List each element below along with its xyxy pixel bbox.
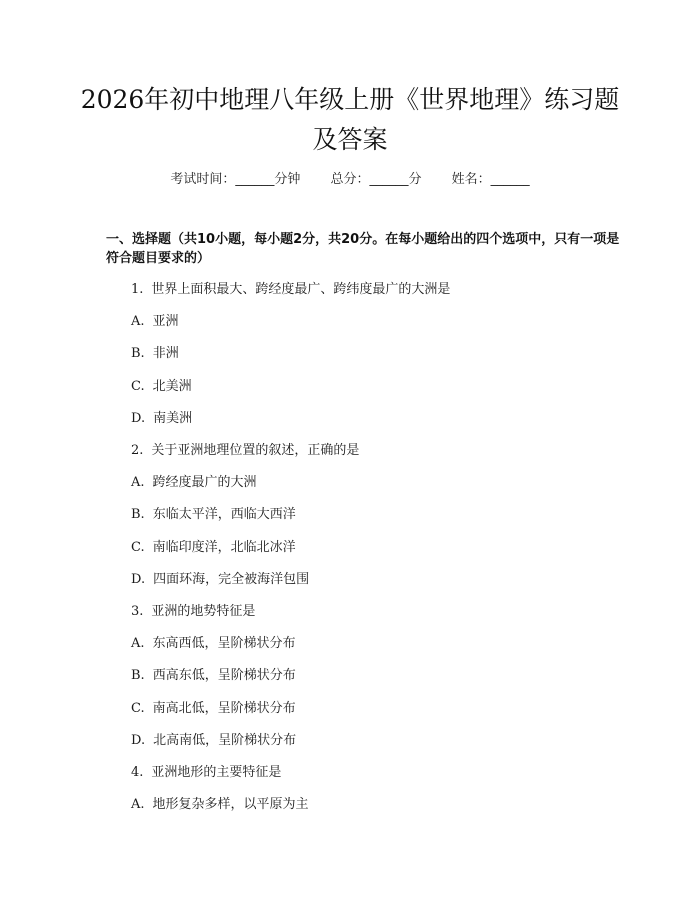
question-text: 关于亚洲地理位置的叙述，正确的是	[151, 443, 360, 458]
option-letter: B.	[131, 668, 145, 684]
option-text: 北美洲	[152, 378, 192, 394]
question-number: 1.	[131, 282, 144, 297]
option-item	[131, 475, 257, 491]
option-letter: C.	[131, 700, 145, 716]
option-letter: B.	[131, 346, 145, 362]
section-heading-multiple-choice: 一、选择题（共10小题，每小题2分，共20分。在每小题给出的四个选项中，只有一项是符合题目要求的）	[106, 232, 620, 266]
option-item	[131, 668, 296, 684]
option-text: 非洲	[152, 346, 179, 362]
question-number: 3.	[131, 604, 144, 619]
question-stem	[131, 765, 281, 781]
option-text: 南美洲	[153, 410, 193, 426]
option-item	[131, 701, 296, 717]
exam-info-row	[0, 168, 700, 187]
option-item	[131, 507, 296, 523]
option-item	[131, 379, 192, 395]
question-stem	[131, 282, 450, 298]
option-item	[131, 411, 192, 427]
option-text: 南临印度洋，北临北冰洋	[152, 539, 296, 555]
option-letter: D.	[131, 571, 146, 587]
question-number: 4.	[131, 765, 144, 780]
question-text: 亚洲的地势特征是	[151, 604, 256, 619]
question-text: 亚洲地形的主要特征是	[151, 765, 282, 780]
option-letter: D.	[131, 410, 146, 426]
option-item	[131, 797, 309, 813]
option-item	[131, 314, 179, 330]
option-text: 西高东低，呈阶梯状分布	[152, 668, 296, 684]
option-text: 四面环海，完全被海洋包围	[153, 571, 310, 587]
option-text: 东临太平洋，西临大西洋	[152, 507, 296, 523]
option-text: 南高北低，呈阶梯状分布	[152, 700, 296, 716]
option-item	[131, 733, 296, 749]
question-stem	[131, 604, 255, 620]
option-letter: A.	[131, 314, 145, 330]
option-text: 北高南低，呈阶梯状分布	[153, 732, 297, 748]
option-letter: A.	[131, 797, 145, 813]
document-title: 2026年初中地理八年级上册《世界地理》练习题及答案	[80, 85, 620, 154]
question-stem	[131, 443, 359, 459]
option-item	[131, 346, 179, 362]
option-letter: A.	[131, 475, 145, 491]
option-text: 跨经度最广的大洲	[152, 475, 257, 491]
option-item	[131, 572, 309, 588]
option-text: 东高西低，呈阶梯状分布	[152, 636, 296, 652]
option-letter: C.	[131, 378, 145, 394]
option-letter: B.	[131, 507, 145, 523]
question-text: 世界上面积最大、跨经度最广、跨纬度最广的大洲是	[151, 282, 451, 297]
exam-time-field: 考试时间：______分钟	[170, 172, 301, 187]
option-item	[131, 540, 296, 556]
option-text: 亚洲	[152, 314, 179, 330]
option-text: 地形复杂多样，以平原为主	[152, 797, 309, 813]
option-letter: A.	[131, 636, 145, 652]
question-number: 2.	[131, 443, 144, 458]
option-letter: D.	[131, 732, 146, 748]
total-score-field: 总分：______分	[330, 172, 422, 187]
option-letter: C.	[131, 539, 145, 555]
option-item	[131, 636, 296, 652]
student-name-field: 姓名：______	[451, 172, 530, 187]
